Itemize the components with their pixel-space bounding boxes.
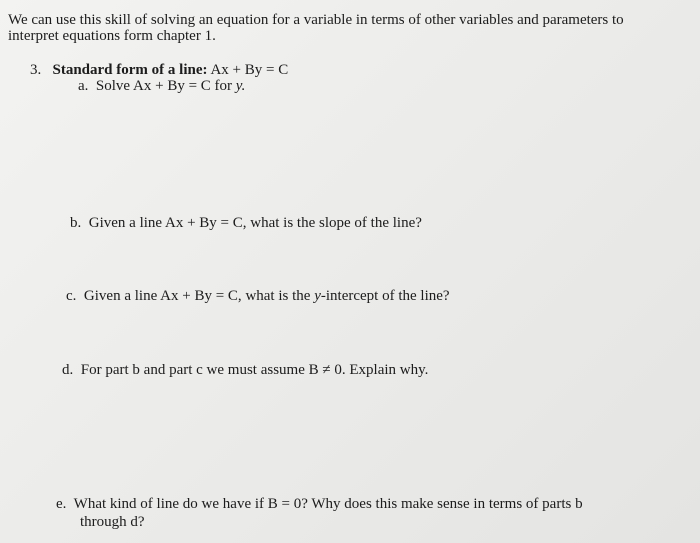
part-c-var: y — [314, 288, 321, 304]
intro-line-2: interpret equations form chapter 1. — [8, 28, 216, 44]
part-e-line-2: through d? — [80, 514, 145, 530]
part-e — [56, 496, 583, 512]
problem-3-heading — [30, 62, 288, 78]
part-b-letter: b. — [70, 215, 82, 231]
part-d — [62, 362, 428, 378]
problem-number: 3. — [30, 62, 42, 78]
part-a-var: y. — [235, 78, 246, 94]
part-c-equation: Ax + By = C, — [160, 288, 242, 304]
part-e-post: Why does this make sense in terms of parts b — [311, 496, 583, 512]
part-d-letter: d. — [62, 362, 74, 378]
part-d-pre: For part b and part c we must assume — [80, 362, 305, 378]
part-c-post: -intercept of the line? — [320, 288, 450, 304]
part-c-pre: Given a line — [83, 288, 158, 304]
part-b-post: what is the slope of the line? — [250, 215, 422, 231]
part-b-equation: Ax + By = C, — [165, 215, 247, 231]
part-a-pre: Solve — [95, 78, 131, 94]
part-c-letter: c. — [66, 288, 77, 304]
part-e-pre: What kind of line do we have if — [73, 496, 265, 512]
problem-title: Standard form of a line: — [52, 62, 208, 78]
part-d-post: Explain why. — [349, 362, 429, 378]
part-c — [66, 288, 450, 304]
intro-line-1: We can use this skill of solving an equation for a variable in terms of other variables and parameters to — [8, 12, 624, 28]
part-a-letter: a. — [78, 78, 89, 94]
part-e-letter: e. — [56, 496, 67, 512]
problem-equation: Ax + By = C — [210, 62, 289, 78]
part-a — [78, 78, 245, 94]
part-b-pre: Given a line — [88, 215, 163, 231]
part-c-mid: what is the — [245, 288, 311, 304]
part-a-post: for — [214, 78, 233, 94]
part-d-equation: B ≠ 0. — [308, 362, 346, 378]
part-e-equation: B = 0? — [267, 496, 308, 512]
part-b — [70, 215, 422, 231]
part-a-equation: Ax + By = C — [133, 78, 211, 94]
